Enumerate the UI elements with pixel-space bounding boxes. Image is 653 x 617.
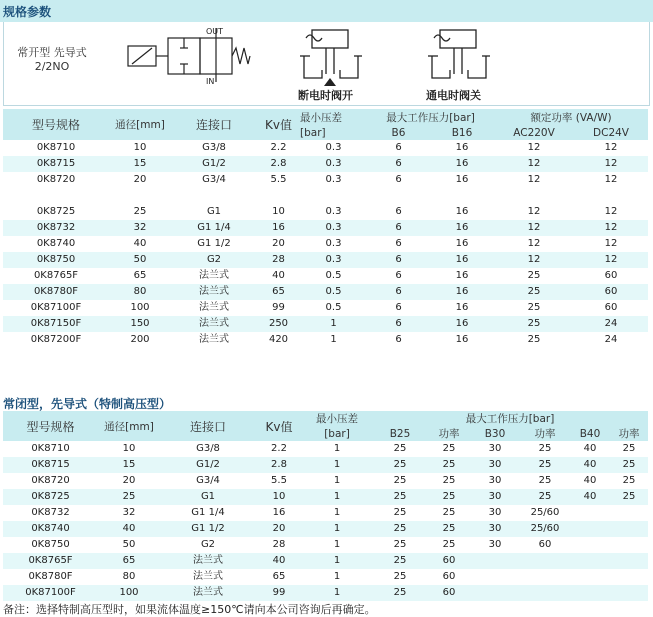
table-cell: 25	[520, 457, 570, 473]
table-cell: 12	[574, 252, 648, 268]
table-cell: 16	[257, 220, 300, 236]
table-cell: 40	[583, 443, 597, 454]
table-row	[3, 236, 648, 252]
col-dc: DC24V	[574, 126, 648, 140]
table-cell: 100	[130, 302, 150, 313]
table2-header-row	[3, 411, 648, 426]
table-row	[3, 553, 648, 569]
table-cell: 0K8780F	[3, 284, 109, 300]
spec-table-normally-open	[3, 109, 648, 348]
table-cell: 12	[604, 238, 618, 249]
table-cell: 0K8710	[36, 142, 76, 153]
col2-min-dp-unit: [bar]	[302, 426, 372, 441]
table-cell: 2.8	[256, 457, 302, 473]
table-cell: 25	[622, 475, 636, 486]
table-cell: 6	[395, 174, 402, 185]
section-header-specs	[0, 0, 653, 22]
table-cell	[520, 569, 570, 585]
table-cell: 0.3	[300, 220, 367, 236]
table-cell: 28	[272, 539, 286, 550]
table-row	[3, 569, 648, 585]
table-cell: 法兰式	[199, 270, 229, 281]
table-cell: 法兰式	[199, 302, 229, 313]
table-cell: 1	[302, 489, 372, 505]
table-cell: 2.8	[257, 156, 300, 172]
table-cell: 25	[442, 539, 456, 550]
table-cell: 12	[527, 174, 541, 185]
table-cell: 50	[109, 252, 171, 268]
table-cell: 12	[604, 206, 618, 217]
table-cell: 1	[302, 457, 372, 473]
table-cell: G1	[160, 489, 256, 505]
table-cell: 200	[130, 334, 150, 345]
col2-pw2: 功率	[520, 426, 570, 441]
col2-port: 连接口	[160, 411, 256, 441]
table-cell: 6	[395, 142, 402, 153]
table-cell: 65	[133, 270, 147, 281]
table-cell: 10	[122, 443, 136, 454]
table-cell: 12	[494, 252, 574, 268]
table-cell: 25	[428, 457, 470, 473]
table-cell: 100	[98, 585, 160, 601]
table-cell	[470, 553, 520, 569]
table-cell: 16	[430, 316, 494, 332]
table-cell: 0K8732	[31, 507, 70, 518]
table-cell: 法兰式	[199, 334, 229, 345]
table-cell: 0K8765F	[3, 553, 98, 569]
table-cell: 5.5	[270, 174, 287, 185]
table-cell: 2.2	[271, 443, 287, 454]
table-cell: G1/2	[171, 156, 257, 172]
col-min-dp-unit: [bar]	[300, 126, 367, 140]
valve-type-code: 2/2NO	[34, 60, 70, 73]
table-cell: 60	[538, 539, 552, 550]
caption-on-close: 通电时阀关	[426, 89, 481, 102]
table-cell: 0K8740	[36, 238, 76, 249]
table-cell: 法兰式	[160, 553, 256, 569]
table-cell: 25	[442, 475, 456, 486]
table-cell	[520, 585, 570, 601]
table-cell: 0.5	[300, 284, 367, 300]
table-cell	[570, 537, 610, 553]
table-cell: G1 1/2	[197, 238, 231, 249]
col-max-p: 最大工作压力[bar]	[367, 109, 494, 126]
table-cell: 25	[442, 443, 456, 454]
table-cell: 16	[455, 238, 469, 249]
table-cell: 60	[428, 585, 470, 601]
table-cell: 40	[98, 521, 160, 537]
table-cell: G3/8	[196, 443, 220, 454]
table-cell: 6	[395, 270, 402, 281]
table-cell: 12	[604, 142, 618, 153]
valve-diagram-on-icon	[424, 26, 494, 88]
table-cell: 25/60	[520, 521, 570, 537]
table-cell: 0.3	[325, 238, 342, 249]
table-cell: 25	[610, 489, 648, 505]
table-cell: G1 1/4	[191, 507, 225, 518]
col-bore: 通径[mm]	[109, 109, 171, 140]
table-cell: 0.3	[300, 156, 367, 172]
footnote: 备注：选择特制高压型时，如果流体温度≥150℃请向本公司咨询后再确定。	[3, 603, 376, 616]
table-cell: 0.3	[325, 206, 342, 217]
spec-table-high-pressure	[3, 411, 648, 601]
col-min-dp: 最小压差	[300, 109, 367, 126]
table-cell: 0.3	[325, 142, 342, 153]
table-cell: G2	[171, 252, 257, 268]
table-cell: 25	[133, 206, 147, 217]
table-cell: 法兰式	[160, 585, 256, 601]
table-cell	[610, 553, 648, 569]
table-row	[3, 172, 648, 188]
table-cell: 60	[442, 571, 456, 582]
table-cell: 25	[372, 457, 428, 473]
table-spacer-row	[3, 188, 648, 204]
table-cell: 40	[570, 457, 610, 473]
table-cell: 16	[455, 142, 469, 153]
table-cell: 5.5	[271, 475, 287, 486]
table-row	[3, 268, 648, 284]
table-cell: 25	[393, 443, 407, 454]
table-cell: 30	[488, 475, 502, 486]
table-cell: 25	[494, 284, 574, 300]
table-cell: 32	[122, 507, 136, 518]
table-cell: 6	[367, 316, 430, 332]
table-cell: 16	[430, 284, 494, 300]
table-cell: 0K8740	[3, 521, 98, 537]
table-cell: 0.5	[325, 302, 342, 313]
table-cell: 24	[574, 316, 648, 332]
table-cell: 1	[302, 585, 372, 601]
table-cell: G1/2	[160, 457, 256, 473]
table-cell: 6	[395, 206, 402, 217]
table-cell: 16	[272, 507, 286, 518]
table-cell: 12	[604, 174, 618, 185]
table-cell: 0.3	[325, 174, 342, 185]
table-cell: 1	[333, 443, 341, 454]
col2-b40: B40	[570, 426, 610, 441]
table-cell: 6	[367, 284, 430, 300]
table-cell: 30	[488, 443, 502, 454]
table-cell: 25	[527, 302, 541, 313]
table-cell: 30	[470, 489, 520, 505]
valve-symbol-icon	[122, 24, 252, 86]
table-cell: 10	[272, 206, 285, 217]
table-row	[3, 300, 648, 316]
table-cell: 40	[256, 553, 302, 569]
caption-off-open: 断电时阀开	[298, 89, 353, 102]
table-cell: 30	[488, 539, 502, 550]
table-cell: 60	[574, 284, 648, 300]
in-port-label: IN	[206, 77, 215, 86]
table-cell	[610, 569, 648, 585]
table1-header-row	[3, 109, 648, 126]
table-cell: 24	[604, 334, 618, 345]
table-row	[3, 585, 648, 601]
table-cell: 65	[257, 284, 300, 300]
table-cell: 0K8720	[31, 475, 70, 486]
table-row	[3, 537, 648, 553]
table-cell: 16	[430, 252, 494, 268]
table-cell: 0K8732	[3, 220, 109, 236]
table-cell: 16	[430, 156, 494, 172]
table-cell: G2	[200, 539, 216, 550]
table-cell: 20	[272, 238, 285, 249]
table-cell: G1	[206, 206, 222, 217]
out-port-label: OUT	[206, 27, 224, 36]
table-cell: 12	[574, 156, 648, 172]
col-kv: Kv值	[257, 109, 300, 140]
col-model: 型号规格	[3, 109, 109, 140]
table-cell: 10	[133, 142, 147, 153]
table-row	[3, 284, 648, 300]
table-cell: 25	[372, 489, 428, 505]
table-cell: 0K8780F	[28, 571, 73, 582]
table-cell: 12	[527, 206, 541, 217]
table-cell: 1	[302, 521, 372, 537]
table-cell: 32	[109, 220, 171, 236]
table-cell	[570, 553, 610, 569]
table-cell: 0K8750	[3, 252, 109, 268]
table-cell: 420	[268, 334, 289, 345]
table-cell: 1	[300, 316, 367, 332]
table-cell: 25	[538, 443, 552, 454]
table-cell: 法兰式	[171, 316, 257, 332]
table-cell: 法兰式	[193, 571, 223, 582]
table-cell: 25	[372, 521, 428, 537]
table-cell	[570, 569, 610, 585]
table-cell: 16	[430, 220, 494, 236]
table-row	[3, 252, 648, 268]
table-cell: G1 1/4	[171, 220, 257, 236]
table-cell: 12	[494, 156, 574, 172]
table-cell: 0K87200F	[30, 334, 82, 345]
col2-kv: Kv值	[256, 411, 302, 441]
table-cell: 25/60	[530, 507, 560, 518]
table-cell: 0K8765F	[33, 270, 79, 281]
table-row	[3, 156, 648, 172]
table-cell	[470, 585, 520, 601]
table-cell: 25	[520, 489, 570, 505]
symbol-panel	[3, 22, 650, 106]
table-cell: 40	[133, 238, 147, 249]
table-cell: 0K8725	[36, 206, 76, 217]
table-cell: 0K87100F	[3, 585, 98, 601]
table-cell: 0K8710	[31, 443, 70, 454]
table-cell: 25	[428, 489, 470, 505]
table-cell: G3/4	[196, 475, 220, 486]
section-title-hp: 常闭型，先导式（特制高压型）	[3, 397, 172, 411]
valve-type-label	[12, 46, 92, 74]
table-row	[3, 316, 648, 332]
table-cell: 150	[109, 316, 171, 332]
valve-diagram-off-icon	[296, 26, 366, 88]
col2-pw3: 功率	[610, 426, 648, 441]
table-row	[3, 332, 648, 348]
table-cell: 0K87100F	[30, 302, 82, 313]
table-cell: 16	[455, 334, 469, 345]
valve-type-text: 常开型 先导式	[17, 46, 87, 59]
table-cell: 65	[272, 571, 286, 582]
table-cell	[520, 553, 570, 569]
table-cell: 6	[395, 238, 402, 249]
table-cell: 25	[538, 475, 552, 486]
col-b16: B16	[430, 126, 494, 140]
table-cell: 10	[256, 489, 302, 505]
table-cell: 25	[442, 507, 456, 518]
table-cell: 1	[333, 475, 341, 486]
table-cell: 30	[470, 521, 520, 537]
table-cell: 25	[622, 443, 636, 454]
table-cell: 1	[333, 571, 341, 582]
table-cell	[610, 505, 648, 521]
table-cell: 1	[333, 507, 341, 518]
col-ac: AC220V	[494, 126, 574, 140]
table-row	[3, 521, 648, 537]
table-cell: 25	[393, 539, 407, 550]
col2-max-p: 最大工作压力[bar]	[372, 411, 648, 426]
table-row	[3, 140, 648, 156]
table-row	[3, 457, 648, 473]
table-cell: 16	[455, 302, 469, 313]
table-cell: 12	[527, 238, 541, 249]
table-cell: 0K8725	[3, 489, 98, 505]
table-cell: 30	[470, 457, 520, 473]
table-cell: 6	[367, 252, 430, 268]
table-cell	[570, 505, 610, 521]
table-cell: 6	[395, 302, 402, 313]
table-cell: 25	[527, 334, 541, 345]
table-cell: 1	[333, 539, 341, 550]
table-cell	[570, 521, 610, 537]
col2-model: 型号规格	[3, 411, 98, 441]
table-cell: 80	[122, 571, 136, 582]
table-cell: 16	[455, 270, 469, 281]
table-cell: 0K8720	[36, 174, 76, 185]
table-row	[3, 473, 648, 489]
col-power: 额定功率 (VA/W)	[494, 109, 648, 126]
table-cell: 25	[527, 270, 541, 281]
table-cell	[610, 585, 648, 601]
table-cell: 25	[372, 585, 428, 601]
table-cell: G1 1/2	[160, 521, 256, 537]
table-cell: 20	[256, 521, 302, 537]
table-cell	[610, 537, 648, 553]
table-cell: 60	[604, 270, 618, 281]
table-cell: 25	[98, 489, 160, 505]
table-cell: 25	[372, 553, 428, 569]
table-cell: 25	[393, 571, 407, 582]
col-b6: B6	[367, 126, 430, 140]
table-cell: 60	[428, 553, 470, 569]
table-row	[3, 220, 648, 236]
section-title-specs: 规格参数	[3, 5, 52, 19]
table-row	[3, 441, 648, 457]
table-cell: 16	[455, 206, 469, 217]
table-cell: 25	[393, 475, 407, 486]
table-cell: 80	[109, 284, 171, 300]
table-cell: 15	[98, 457, 160, 473]
table-cell: 1	[302, 553, 372, 569]
col2-min-dp: 最小压差	[302, 411, 372, 426]
col2-b30: B30	[470, 426, 520, 441]
table-cell: 99	[272, 302, 285, 313]
table-cell: 6	[395, 334, 402, 345]
table-cell: 50	[122, 539, 136, 550]
table-cell: 12	[574, 220, 648, 236]
table-cell: 65	[98, 553, 160, 569]
table-cell: 20	[122, 475, 136, 486]
table-cell: 6	[367, 220, 430, 236]
table-cell: 40	[570, 489, 610, 505]
table-cell: 15	[109, 156, 171, 172]
table-cell: 0.5	[325, 270, 342, 281]
table-cell	[570, 585, 610, 601]
table-cell: 2.2	[270, 142, 287, 153]
table-cell: 25	[428, 521, 470, 537]
table-cell: 6	[367, 156, 430, 172]
table-cell: 25	[494, 316, 574, 332]
table-cell: 0K8715	[3, 156, 109, 172]
table-cell: 25	[610, 457, 648, 473]
table-cell: 99	[256, 585, 302, 601]
table-cell: 0K8715	[3, 457, 98, 473]
table-cell: 1	[330, 334, 337, 345]
col2-pw1: 功率	[428, 426, 470, 441]
table-cell: 0K87150F	[3, 316, 109, 332]
col2-bore: 通径[mm]	[98, 411, 160, 441]
table-cell: 16	[455, 174, 469, 185]
table-cell: 40	[583, 475, 597, 486]
table-cell: 0.3	[300, 252, 367, 268]
table-cell: 12	[494, 220, 574, 236]
table-cell: 30	[488, 507, 502, 518]
table-cell: 法兰式	[171, 284, 257, 300]
table-cell: 60	[604, 302, 618, 313]
table-cell: G3/8	[202, 142, 226, 153]
table-cell	[610, 521, 648, 537]
col2-b25: B25	[372, 426, 428, 441]
table-row	[3, 505, 648, 521]
table-cell: 40	[272, 270, 285, 281]
table-cell	[470, 569, 520, 585]
col-port: 连接口	[171, 109, 257, 140]
table-row	[3, 204, 648, 220]
table-cell: 28	[257, 252, 300, 268]
table-cell: 12	[527, 142, 541, 153]
table-cell: 25	[393, 507, 407, 518]
table-cell: 0K8750	[31, 539, 70, 550]
table-cell: 250	[257, 316, 300, 332]
table-cell: G3/4	[202, 174, 226, 185]
table-cell: 20	[133, 174, 147, 185]
table-row	[3, 489, 648, 505]
